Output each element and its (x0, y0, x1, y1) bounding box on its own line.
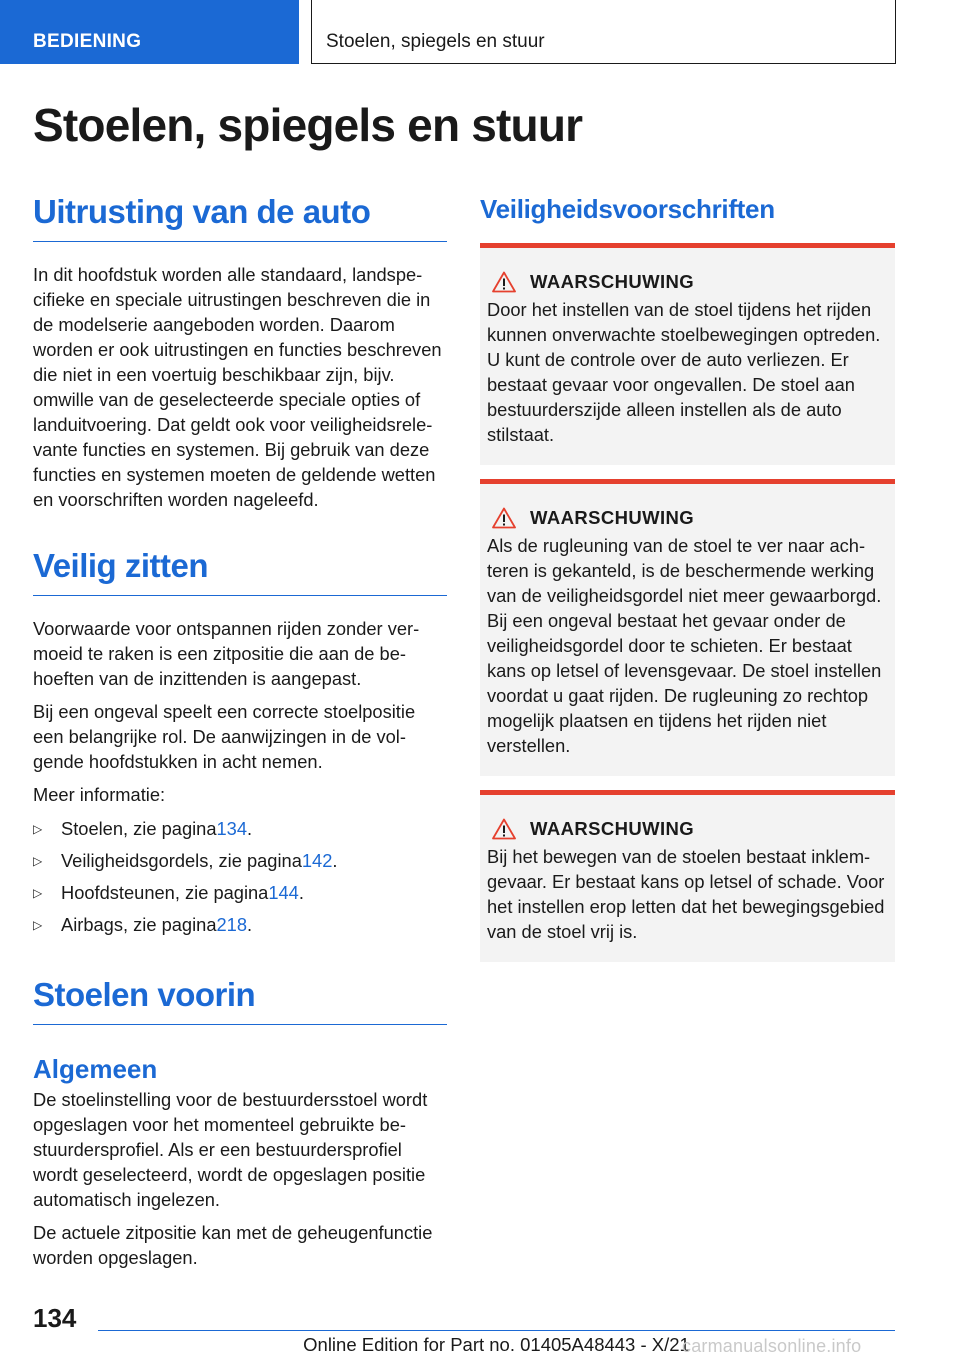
warning-text: Als de rugleuning van de stoel te ver naar achteren is gekanteld, is de beschermende werking van de veiligheidsgordel niet meer gewaarborgd. Bij een ongeval bestaat het gevaar onder de veiligheidsgordel door te schieten. Er bestaat kans op letsel of levensgevaar. De stoel instellen voordat u gaat rijden. De rugleuning zo rechtop mogelijk plaatsen en tijdens het rijden niet verstellen. (487, 535, 882, 756)
list-item: ▷ Stoelen, zie pagina 134 . (33, 813, 447, 845)
list-item-text: Airbags, zie pagina (61, 914, 217, 935)
triangle-bullet-icon: ▷ (33, 854, 43, 868)
heading-veiligheidsvoorschriften: Veiligheidsvoorschriften (480, 194, 775, 224)
paragraph-uitrusting: In dit hoofdstuk worden alle standaard, landspecifieke en speciale uitrustingen beschreven die in de modelserie aangeboden worden. Daarom worden er ook uitrustingen en functies beschreven die niet in een voertuig beschikbaar zijn, bijv. omwille van de geselecteerde speciale opties of landuitvoering. Dat geldt ook voor veiligheidsrelevante functies en systemen. Bij gebruik van deze functies en systemen moeten de geldende wetten en voorschriften worden nageleefd. (33, 264, 442, 510)
warning-text: Door het instellen van de stoel tijdens het rijden kunnen onverwachte stoelbewegingen optreden. U kunt de controle over de auto verliezen. Er bestaat gevaar voor ongevallen. De stoel aan bestuurderszijde alleen instellen als de auto stilstaat. (487, 299, 881, 445)
warning-header (487, 818, 887, 840)
page-link-veiligheidsgordels[interactable]: 142 (301, 850, 333, 871)
warning-header (487, 271, 887, 293)
page-title: Stoelen, spiegels en stuur (33, 99, 583, 151)
warning-text: Bij het bewegen van de stoelen bestaat inklemgevaar. Er bestaat kans op letsel of schade. Voor het instellen erop letten dat het bewegingsgebied van de stoel vrij is. (487, 846, 885, 942)
warning-label: WAARSCHUWING (530, 818, 695, 839)
list-item-text: Veiligheidsgordels, zie pagina (61, 850, 302, 871)
warning-header (487, 507, 887, 529)
list-item-text: Hoofdsteunen, zie pagina (61, 882, 269, 903)
more-info-list (33, 813, 447, 941)
paragraph-veilig-zitten-2: Bij een ongeval speelt een correcte stoelpositie een belangrijke rol. De aanwijzingen in de volgende hoofdstukken in acht nemen. (33, 701, 416, 772)
warning-triangle-icon (492, 271, 516, 293)
section-tab: BEDIENING (0, 0, 299, 64)
list-item-text: Stoelen, zie pagina (61, 818, 217, 839)
watermark: carmanualsonline.info (682, 1336, 862, 1356)
triangle-bullet-icon: ▷ (33, 822, 43, 836)
warning-label: WAARSCHUWING (530, 271, 695, 292)
edition-note: Online Edition for Part no. 01405A48443 - X/21 (303, 1334, 690, 1355)
warning-box (480, 479, 895, 776)
warning-triangle-icon (492, 818, 516, 840)
warning-triangle-icon (492, 507, 516, 529)
heading-veilig-zitten: Veilig zitten (33, 546, 447, 596)
chapter-tab: Stoelen, spiegels en stuur (311, 0, 896, 64)
paragraph-algemeen-1: De stoelinstelling voor de bestuurdersstoel wordt opgeslagen voor het momenteel gebruikte bestuurdersprofiel. Als er een bestuurdersprofiel wordt geselecteerd, wordt de opgeslagen positie automatisch ingelezen. (33, 1089, 428, 1210)
heading-stoelen-voorin: Stoelen voorin (33, 975, 447, 1025)
triangle-bullet-icon: ▷ (33, 886, 43, 900)
page-link-stoelen[interactable]: 134 (216, 818, 248, 839)
page-number: 134 (33, 1303, 77, 1333)
more-info-label: Meer informatie: (33, 784, 166, 805)
paragraph-algemeen-2: De actuele zitpositie kan met de geheugenfunctie worden opgeslagen. (33, 1222, 433, 1268)
warning-label: WAARSCHUWING (530, 507, 695, 528)
subheading-algemeen: Algemeen (33, 1054, 158, 1084)
list-item: ▷ Veiligheidsgordels, zie pagina 142 . (33, 845, 447, 877)
left-column (33, 192, 447, 1270)
paragraph-veilig-zitten-1: Voorwaarde voor ontspannen rijden zonder vermoeid te raken is een zitpositie die aan de behoeften van de inzittenden is aangepast. (33, 618, 420, 689)
page-link-hoofdsteunen[interactable]: 144 (268, 882, 299, 903)
warning-box (480, 243, 895, 465)
list-item: ▷ Airbags, zie pagina 218 . (33, 909, 447, 941)
triangle-bullet-icon: ▷ (33, 918, 43, 932)
warning-box (480, 790, 895, 962)
heading-uitrusting: Uitrusting van de auto (33, 192, 447, 242)
right-column (480, 192, 895, 962)
footer-divider (98, 1330, 895, 1331)
page-link-airbags[interactable]: 218 (216, 914, 248, 935)
list-item: ▷ Hoofdsteunen, zie pagina 144 . (33, 877, 447, 909)
